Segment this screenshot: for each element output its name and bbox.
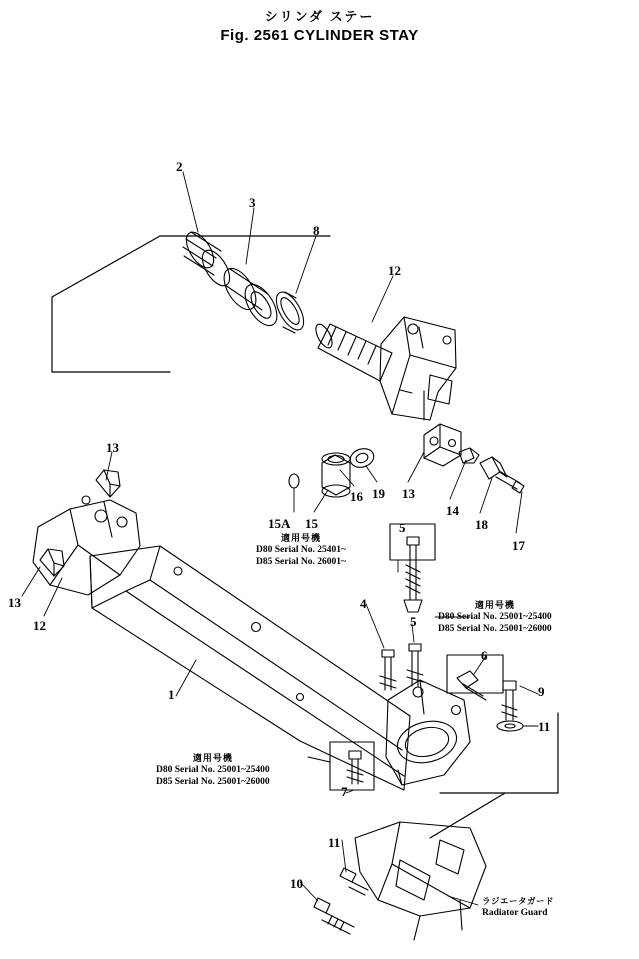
callout-13-upper-left: 13	[106, 440, 119, 455]
callout-10: 10	[290, 876, 303, 891]
serial-note-right-jp: 適用号機	[474, 600, 515, 610]
callout-7: 7	[341, 784, 348, 799]
callout-2: 2	[176, 159, 183, 174]
callout-19: 19	[372, 486, 385, 501]
diagram-title-english: Fig. 2561 CYLINDER STAY	[220, 27, 419, 44]
callout-14: 14	[446, 503, 459, 518]
serial-note-bottom-line2: D85 Serial No. 25001~26000	[156, 777, 270, 788]
callout-15a: 15A	[268, 516, 291, 531]
callout-3: 3	[249, 195, 256, 210]
callout-12-left: 12	[33, 618, 46, 633]
serial-note-right-line1: D80 Serial No. 25001~25400	[438, 612, 552, 623]
serial-note-bottom	[156, 753, 270, 789]
callout-8: 8	[313, 223, 320, 238]
callout-11-guard: 11	[328, 835, 341, 850]
radiator-guard-label	[482, 896, 554, 919]
radiator-guard-label-en: Radiator Guard	[482, 908, 548, 919]
radiator-guard-label-jp: ラジエータガード	[482, 896, 555, 906]
callout-6: 6	[481, 648, 488, 663]
serial-note-bottom-jp: 適用号機	[192, 753, 233, 763]
serial-note-top-line2: D85 Serial No. 26001~	[256, 557, 346, 568]
callout-12-upper: 12	[388, 263, 401, 278]
callout-9: 9	[538, 684, 545, 699]
diagram-title-japanese: シリンダ ステー	[264, 9, 375, 24]
callout-5-lower: 5	[410, 614, 417, 629]
serial-note-right-line2: D85 Serial No. 25001~26000	[438, 624, 552, 635]
callout-13-right: 13	[402, 486, 415, 501]
callout-1: 1	[168, 687, 175, 702]
callout-5-upper: 5	[399, 520, 406, 535]
serial-note-top-jp: 適用号機	[280, 533, 321, 543]
callout-11-right: 11	[538, 719, 551, 734]
serial-note-bottom-line1: D80 Serial No. 25001~25400	[156, 765, 270, 776]
serial-note-top-line1: D80 Serial No. 25401~	[256, 545, 346, 556]
callout-4: 4	[360, 596, 367, 611]
callout-17: 17	[512, 538, 525, 553]
serial-note-right	[438, 600, 552, 636]
callout-13-lower-left: 13	[8, 595, 21, 610]
callout-15: 15	[305, 516, 318, 531]
callout-16: 16	[350, 489, 363, 504]
serial-note-top	[256, 533, 346, 569]
callout-18: 18	[475, 517, 488, 532]
